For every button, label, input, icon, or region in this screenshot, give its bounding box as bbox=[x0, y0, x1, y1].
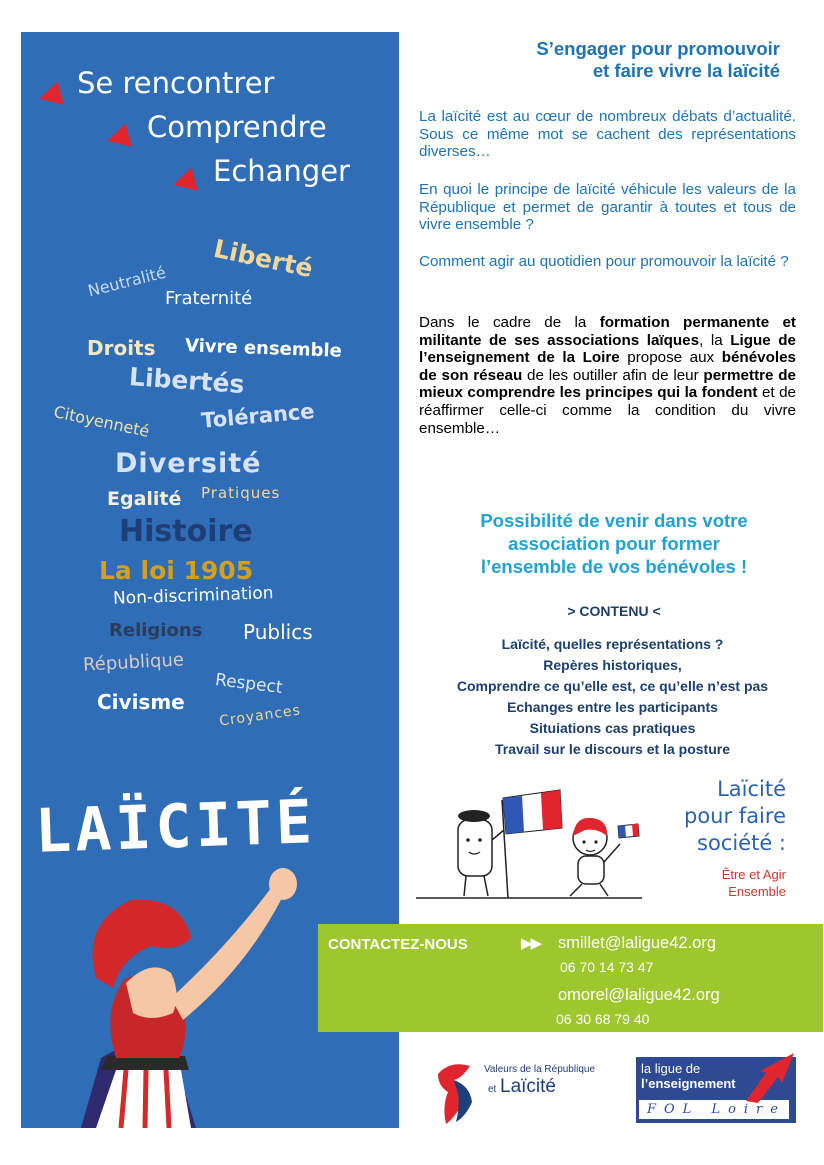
word-histoire: Histoire bbox=[119, 514, 253, 549]
context-text: Dans le cadre de la bbox=[419, 314, 600, 331]
word-fraternite: Fraternité bbox=[165, 288, 253, 309]
context-text: , la bbox=[699, 331, 731, 349]
contact-label: CONTACTEZ-NOUS bbox=[328, 936, 468, 953]
list-item: Travail sur le discours et la posture bbox=[495, 741, 730, 757]
valeurs-republique-logo bbox=[432, 1050, 607, 1128]
possibility-line: association pour former bbox=[508, 533, 720, 554]
ligue-line-1: la ligue de bbox=[641, 1061, 701, 1076]
list-item: Repères historiques, bbox=[543, 657, 682, 673]
red-triangle-icon bbox=[104, 124, 131, 153]
word-egalite: Egalité bbox=[107, 488, 182, 510]
context-bold-formation: formation permanente et militante de ses associations laïques bbox=[419, 314, 796, 349]
word-respect: Respect bbox=[214, 669, 284, 699]
word-croyances: Croyances bbox=[218, 702, 302, 730]
list-item: Laïcité, quelles représentations ? bbox=[501, 636, 724, 652]
context-bold-ligue: Ligue de l’enseignement de la Loire bbox=[419, 331, 796, 367]
flag-characters-illustration bbox=[410, 780, 670, 910]
possibility-line: l’ensemble de vos bénévoles ! bbox=[480, 556, 748, 577]
red-triangle-icon bbox=[36, 82, 63, 111]
word-tolerance: Tolérance bbox=[200, 399, 316, 433]
motto-line-1: Se rencontrer bbox=[77, 66, 275, 100]
page-title bbox=[536, 38, 780, 82]
red-arrow-icon bbox=[736, 1053, 796, 1103]
slogan-line: société : bbox=[697, 831, 786, 855]
vrl-line-1: Valeurs de la République bbox=[484, 1064, 596, 1075]
word-liberte: Liberté bbox=[211, 233, 316, 284]
marianne-profile-icon bbox=[432, 1056, 492, 1126]
ligue-line-3: FOL Loire bbox=[639, 1100, 789, 1119]
possibility-callout bbox=[419, 509, 809, 578]
slogan-line: Laïcité bbox=[717, 777, 786, 801]
ligue-line-2: l’enseignement bbox=[641, 1076, 736, 1091]
contenu-heading: > CONTENU < bbox=[567, 603, 661, 619]
intro-paragraph-3: Comment agir au quotidien pour promouvoir la laïcité ? bbox=[419, 253, 789, 270]
red-triangle-icon bbox=[170, 168, 197, 197]
slogan-sub-line: Ensemble bbox=[728, 884, 786, 899]
title-line-1: S’engager pour promouvoir bbox=[536, 38, 780, 59]
possibility-line: Possibilité de venir dans votre bbox=[480, 510, 748, 531]
word-republique: République bbox=[82, 649, 185, 676]
slogan-sub-line: Être et Agir bbox=[721, 867, 786, 882]
phone-2: 06 30 68 79 40 bbox=[556, 1011, 650, 1027]
list-item: Echanges entre les participants bbox=[507, 699, 718, 715]
vrl-line-2: Laïcité bbox=[500, 1076, 556, 1097]
context-text: propose aux bbox=[619, 349, 722, 367]
word-publics: Publics bbox=[243, 620, 313, 644]
slogan-sub bbox=[722, 866, 786, 900]
word-non-discrimination: Non-discrimination bbox=[112, 583, 274, 609]
intro-paragraph-2: En quoi le principe de laïcité véhicule les valeurs de la République et permet de garantir à toutes et tous de vivre ensemble ? bbox=[419, 181, 796, 234]
word-diversite: Diversité bbox=[115, 448, 262, 479]
ligue-enseignement-logo bbox=[636, 1057, 796, 1123]
word-pratiques: Pratiques bbox=[201, 484, 281, 502]
slogan-line: pour faire bbox=[684, 804, 786, 828]
title-line-2: et faire vivre la laïcité bbox=[592, 60, 780, 81]
phone-1: 06 70 14 73 47 bbox=[560, 959, 654, 975]
contact-bar bbox=[318, 924, 823, 1032]
context-bold-benevoles: bénévoles de son réseau bbox=[419, 349, 796, 384]
vrl-et: et bbox=[488, 1084, 497, 1095]
list-item: Situiations cas pratiques bbox=[529, 720, 696, 736]
word-vivre-ensemble: Vivre ensemble bbox=[184, 335, 343, 362]
word-citoyennete: Citoyenneté bbox=[52, 402, 152, 441]
word-droits: Droits bbox=[87, 336, 156, 360]
context-text: et de réaffirmer celle-ci comme la condition du vivre ensemble… bbox=[419, 384, 797, 437]
context-paragraph bbox=[419, 314, 796, 437]
email-link-2[interactable]: omorel@laligue42.org bbox=[558, 986, 720, 1004]
arrow-right-icon: ▶▶ bbox=[521, 935, 541, 952]
intro-paragraph-1: La laïcité est au cœur de nombreux débats d’actualité. Sous ce même mot se cachent des représentations diverses… bbox=[419, 108, 796, 161]
motto-line-2: Comprendre bbox=[147, 110, 327, 144]
contenu-list bbox=[405, 634, 820, 760]
word-libertes: Libertés bbox=[128, 362, 246, 399]
word-loi-1905: La loi 1905 bbox=[99, 556, 254, 585]
list-item: Comprendre ce qu’elle est, ce qu’elle n’est pas bbox=[456, 678, 769, 694]
email-link-1[interactable]: smillet@laligue42.org bbox=[558, 934, 716, 952]
laicite-handwritten: LAÏCITÉ bbox=[33, 787, 318, 867]
word-religions: Religions bbox=[109, 620, 203, 641]
context-bold-principes: permettre de mieux comprendre les principes qui la fondent bbox=[419, 366, 796, 402]
motto-line-3: Echanger bbox=[213, 154, 350, 188]
context-text: de les outiller afin de leur bbox=[522, 366, 704, 384]
word-civisme: Civisme bbox=[97, 690, 185, 714]
word-neutralite: Neutralité bbox=[85, 262, 168, 301]
slogan bbox=[684, 776, 786, 857]
